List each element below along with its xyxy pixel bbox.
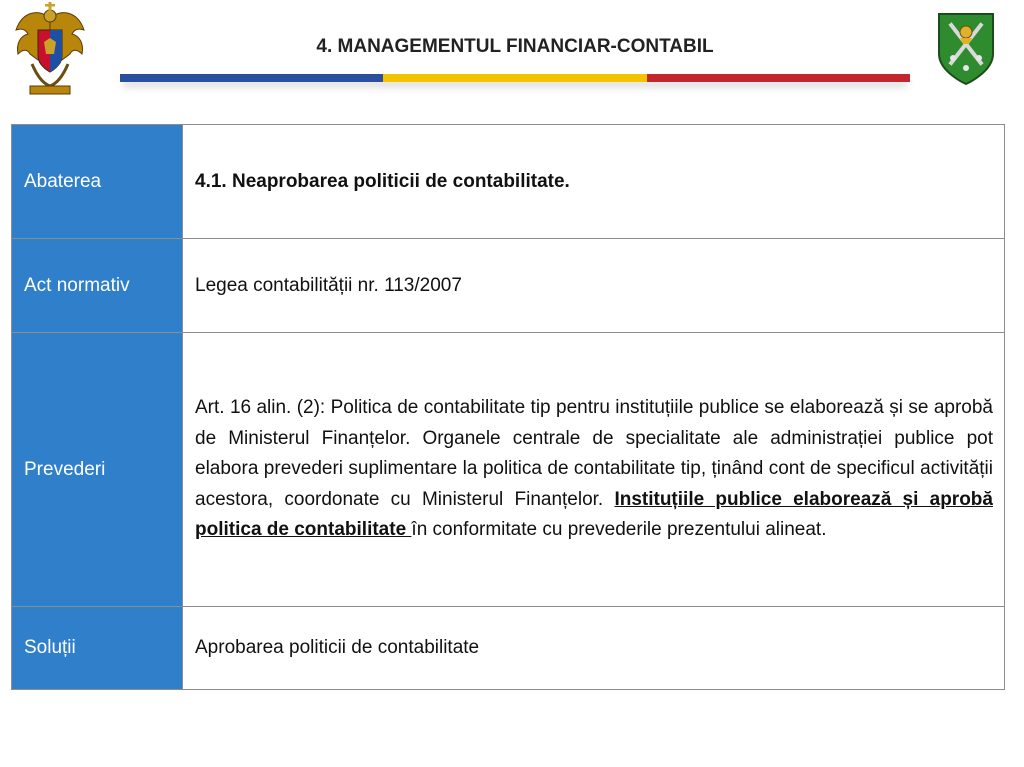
- normative-act-text: Legea contabilității nr. 113/2007: [183, 239, 1005, 333]
- provisions-emphasis: Instituțiile publice elaborează și aprobă politica de contabilitate: [195, 488, 993, 541]
- title-divider-blue: [120, 74, 383, 82]
- row-label: Abaterea: [12, 125, 183, 239]
- title-divider-yellow: [383, 74, 646, 82]
- row-label: Act normativ: [12, 239, 183, 333]
- page-title: 4. MANAGEMENTUL FINANCIAR-CONTABIL: [316, 36, 714, 57]
- provisions-text-end: în conformitate cu prevederile prezentului alineat.: [411, 519, 827, 541]
- row-label: Prevederi: [12, 333, 183, 607]
- military-emblem-shield-icon: [935, 10, 997, 86]
- moldova-coat-of-arms-icon: [8, 0, 92, 100]
- solutions-text: Aprobarea politicii de contabilitate: [183, 607, 1005, 690]
- table-row-prevederi: [12, 333, 1005, 607]
- table-row-act-normativ: [12, 239, 1005, 333]
- title-divider-red: [647, 74, 910, 82]
- findings-table: [11, 124, 1005, 690]
- provisions-text-start: Art. 16 alin. (2): Politica de contabilitate tip pentru instituțiile publice se elaborează și se aprobă de Ministerul Finanțelor. Organele centrale de specialitate ale administrației publice pot elabora prevederi suplimentare la politica de contabilitate tip, ținând cont de specificul activității acestora, coordonate cu Ministerul Finanțelor.: [195, 397, 993, 510]
- table-row-abaterea: [12, 125, 1005, 239]
- table-row-solutii: [12, 607, 1005, 690]
- row-label: Soluții: [12, 607, 183, 690]
- title-divider: [120, 74, 910, 82]
- provisions-cell: [183, 333, 1005, 607]
- deviation-text: 4.1. Neaprobarea politicii de contabilitate.: [183, 125, 1005, 239]
- provisions-text: [195, 393, 993, 546]
